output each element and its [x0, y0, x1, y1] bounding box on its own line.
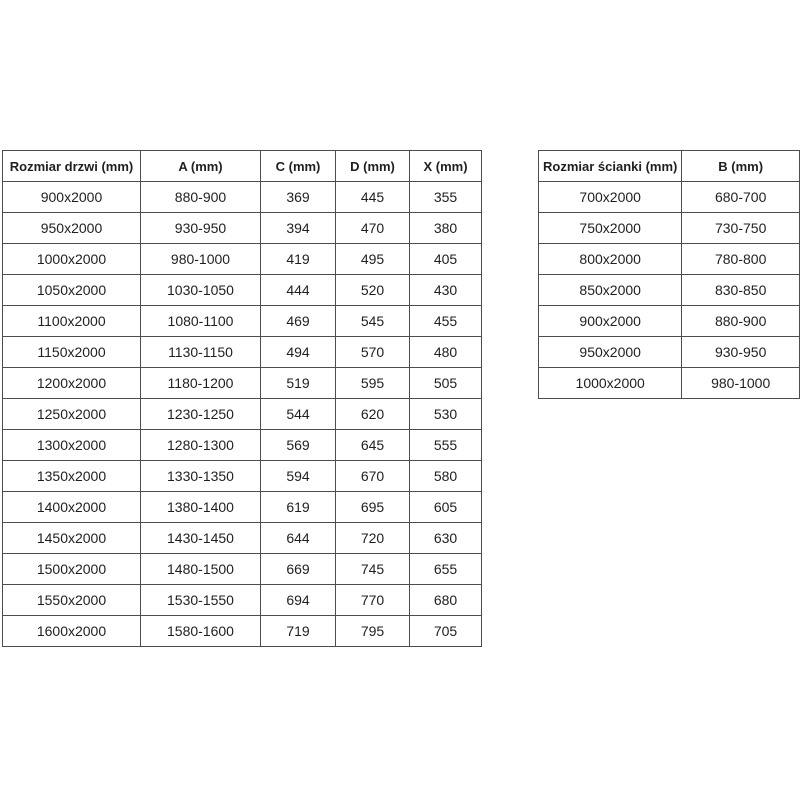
table-cell: 1000x2000 — [3, 244, 141, 275]
table-cell: 1430-1450 — [141, 523, 261, 554]
table-row — [3, 337, 482, 368]
table-cell: 619 — [261, 492, 336, 523]
column-header: Rozmiar drzwi (mm) — [3, 151, 141, 182]
table-cell: 1500x2000 — [3, 554, 141, 585]
table-cell: 1180-1200 — [141, 368, 261, 399]
table-cell: 494 — [261, 337, 336, 368]
table-row — [3, 306, 482, 337]
table-cell: 695 — [336, 492, 410, 523]
column-header: D (mm) — [336, 151, 410, 182]
table-cell: 669 — [261, 554, 336, 585]
table-row — [3, 275, 482, 306]
wall-panel-size-table — [538, 150, 800, 399]
table-row — [3, 244, 482, 275]
table-cell: 570 — [336, 337, 410, 368]
table-cell: 730-750 — [682, 213, 800, 244]
table-cell: 355 — [410, 182, 482, 213]
table-cell: 880-900 — [141, 182, 261, 213]
table-cell: 519 — [261, 368, 336, 399]
table-cell: 1380-1400 — [141, 492, 261, 523]
table-cell: 830-850 — [682, 275, 800, 306]
table-cell: 900x2000 — [539, 306, 682, 337]
table-cell: 1330-1350 — [141, 461, 261, 492]
table-cell: 569 — [261, 430, 336, 461]
table-cell: 1230-1250 — [141, 399, 261, 430]
table-cell: 645 — [336, 430, 410, 461]
table-cell: 1580-1600 — [141, 616, 261, 647]
table-cell: 1100x2000 — [3, 306, 141, 337]
table-cell: 680 — [410, 585, 482, 616]
table-cell: 1250x2000 — [3, 399, 141, 430]
table-row — [3, 182, 482, 213]
table-cell: 705 — [410, 616, 482, 647]
table-cell: 795 — [336, 616, 410, 647]
table-row — [539, 275, 800, 306]
table-cell: 719 — [261, 616, 336, 647]
table-cell: 850x2000 — [539, 275, 682, 306]
table-cell: 544 — [261, 399, 336, 430]
table-cell: 469 — [261, 306, 336, 337]
table-cell: 594 — [261, 461, 336, 492]
column-header: A (mm) — [141, 151, 261, 182]
table-cell: 630 — [410, 523, 482, 554]
table-cell: 694 — [261, 585, 336, 616]
table-row — [3, 523, 482, 554]
table-row — [539, 213, 800, 244]
column-header: C (mm) — [261, 151, 336, 182]
table-cell: 1600x2000 — [3, 616, 141, 647]
table-row — [539, 182, 800, 213]
table-cell: 1400x2000 — [3, 492, 141, 523]
table-cell: 900x2000 — [3, 182, 141, 213]
table-cell: 495 — [336, 244, 410, 275]
table-cell: 470 — [336, 213, 410, 244]
table-cell: 555 — [410, 430, 482, 461]
table-cell: 800x2000 — [539, 244, 682, 275]
table-cell: 455 — [410, 306, 482, 337]
table-cell: 405 — [410, 244, 482, 275]
table-row — [3, 399, 482, 430]
table-cell: 1080-1100 — [141, 306, 261, 337]
table-cell: 394 — [261, 213, 336, 244]
table-cell: 950x2000 — [539, 337, 682, 368]
table-cell: 445 — [336, 182, 410, 213]
table-cell: 530 — [410, 399, 482, 430]
table-cell: 655 — [410, 554, 482, 585]
table-cell: 505 — [410, 368, 482, 399]
table-cell: 930-950 — [682, 337, 800, 368]
table-cell: 750x2000 — [539, 213, 682, 244]
table-cell: 930-950 — [141, 213, 261, 244]
table-cell: 419 — [261, 244, 336, 275]
table-cell: 580 — [410, 461, 482, 492]
table-cell: 595 — [336, 368, 410, 399]
table-row — [539, 306, 800, 337]
table-cell: 1050x2000 — [3, 275, 141, 306]
table-cell: 780-800 — [682, 244, 800, 275]
table-row — [3, 492, 482, 523]
table-cell: 1000x2000 — [539, 368, 682, 399]
table-cell: 444 — [261, 275, 336, 306]
table-row — [3, 430, 482, 461]
table-cell: 605 — [410, 492, 482, 523]
table-row — [3, 368, 482, 399]
table-cell: 1450x2000 — [3, 523, 141, 554]
table-cell: 720 — [336, 523, 410, 554]
table-row — [539, 337, 800, 368]
table-cell: 1030-1050 — [141, 275, 261, 306]
table-row — [539, 368, 800, 399]
table-header-row — [539, 151, 800, 182]
table-cell: 430 — [410, 275, 482, 306]
table-cell: 700x2000 — [539, 182, 682, 213]
table-cell: 1550x2000 — [3, 585, 141, 616]
table-cell: 1200x2000 — [3, 368, 141, 399]
table-cell: 545 — [336, 306, 410, 337]
table-cell: 1280-1300 — [141, 430, 261, 461]
table-cell: 980-1000 — [682, 368, 800, 399]
table-cell: 1350x2000 — [3, 461, 141, 492]
table-row — [3, 554, 482, 585]
table-cell: 880-900 — [682, 306, 800, 337]
table-cell: 1300x2000 — [3, 430, 141, 461]
table-cell: 1530-1550 — [141, 585, 261, 616]
table-header-row — [3, 151, 482, 182]
table-cell: 480 — [410, 337, 482, 368]
table-row — [3, 585, 482, 616]
table-cell: 1130-1150 — [141, 337, 261, 368]
table-row — [3, 616, 482, 647]
table-cell: 1150x2000 — [3, 337, 141, 368]
table-cell: 670 — [336, 461, 410, 492]
table-row — [3, 461, 482, 492]
table-cell: 950x2000 — [3, 213, 141, 244]
column-header: X (mm) — [410, 151, 482, 182]
table-cell: 380 — [410, 213, 482, 244]
table-cell: 1480-1500 — [141, 554, 261, 585]
table-cell: 520 — [336, 275, 410, 306]
table-row — [539, 244, 800, 275]
column-header: Rozmiar ścianki (mm) — [539, 151, 682, 182]
table-cell: 644 — [261, 523, 336, 554]
door-size-table — [2, 150, 482, 647]
table-cell: 770 — [336, 585, 410, 616]
table-cell: 369 — [261, 182, 336, 213]
column-header: B (mm) — [682, 151, 800, 182]
table-cell: 620 — [336, 399, 410, 430]
table-cell: 745 — [336, 554, 410, 585]
table-cell: 980-1000 — [141, 244, 261, 275]
table-row — [3, 213, 482, 244]
table-cell: 680-700 — [682, 182, 800, 213]
